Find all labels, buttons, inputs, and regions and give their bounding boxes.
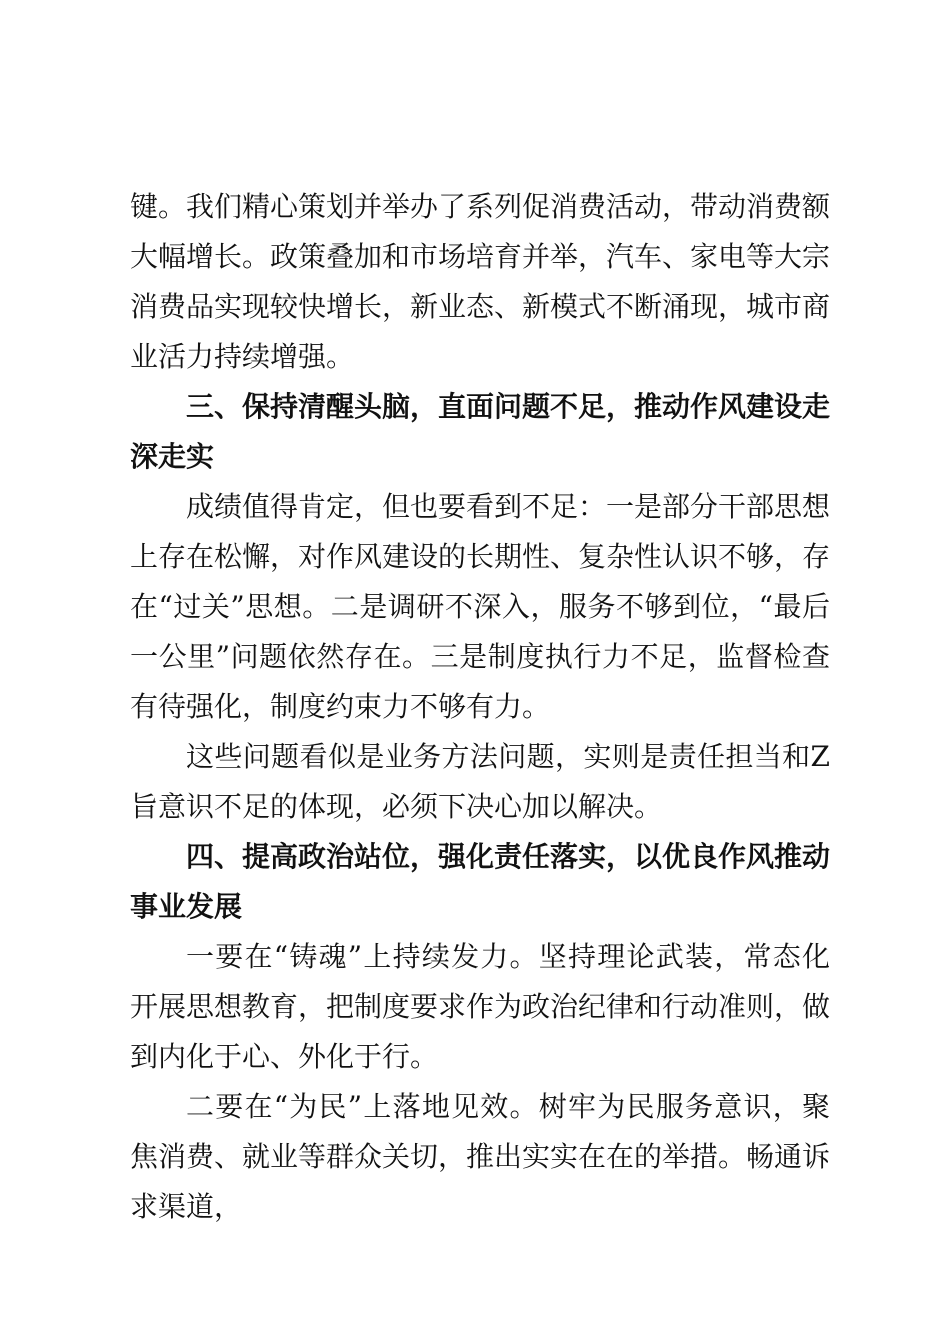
body-paragraph-3: 这些问题看似是业务方法问题，实则是责任担当和Z旨意识不足的体现，必须下决心加以解决。 xyxy=(130,740,830,823)
document-page xyxy=(130,182,830,1232)
body-paragraph-4: 一要在“铸魂”上持续发力。坚持理论武装，常态化开展思想教育，把制度要求作为政治纪律和行动准则，做到内化于心、外化于行。 xyxy=(130,940,831,1073)
section-heading-4: 四、提高政治站位，强化责任落实，以优良作风推动事业发展 xyxy=(130,840,831,923)
body-paragraph-5: 二要在“为民”上落地见效。树牢为民服务意识，聚焦消费、就业等群众关切，推出实实在在的举措。畅通诉求渠道， xyxy=(130,1090,831,1223)
body-paragraph-2: 成绩值得肯定，但也要看到不足：一是部分干部思想上存在松懈，对作风建设的长期性、复杂性认识不够，存在“过关”思想。二是调研不深入，服务不够到位，“最后一公里”问题依然存在。三是制度执行力不足，监督检查有待强化，制度约束力不够有力。 xyxy=(130,490,831,723)
section-heading-3: 三、保持清醒头脑，直面问题不足，推动作风建设走深走实 xyxy=(130,390,831,473)
body-paragraph-1: 键。我们精心策划并举办了系列促消费活动，带动消费额大幅增长。政策叠加和市场培育并举，汽车、家电等大宗消费品实现较快增长，新业态、新模式不断涌现，城市商业活力持续增强。 xyxy=(130,190,831,373)
